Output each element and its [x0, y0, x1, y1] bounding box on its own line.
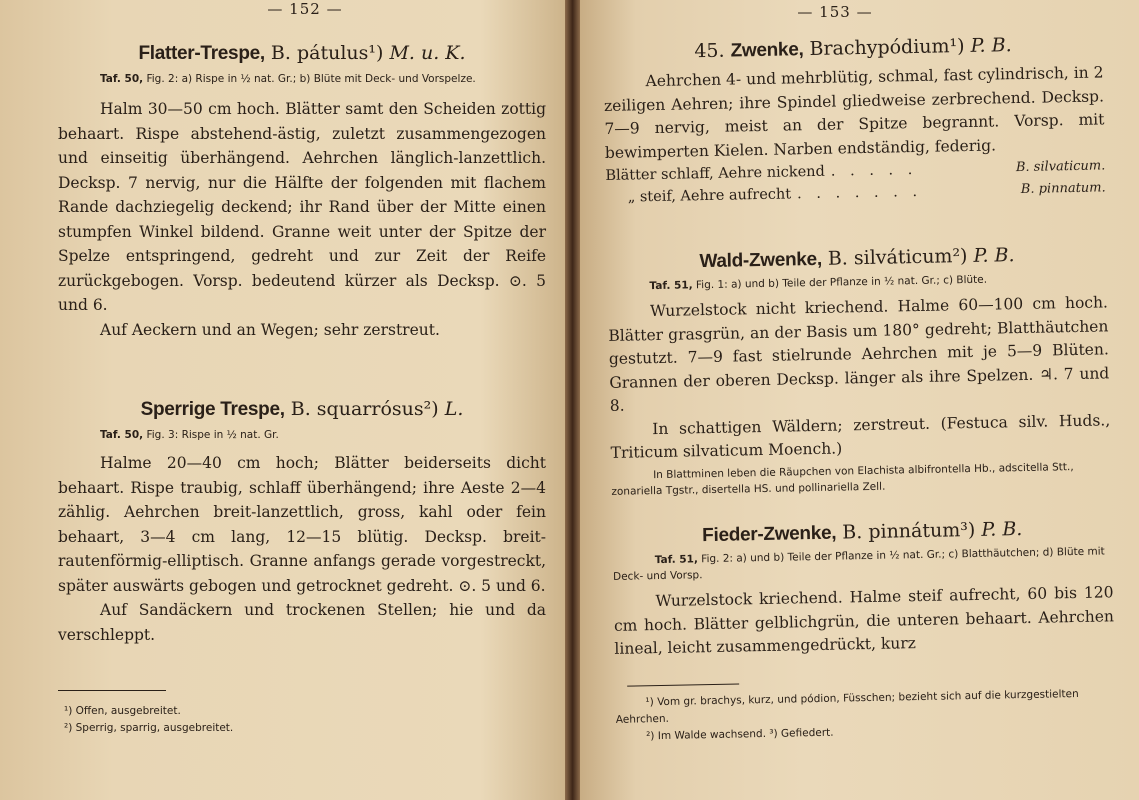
heading-author: P. B.	[970, 34, 1012, 57]
book-gutter	[565, 0, 580, 800]
heading-latin: Brachypódium¹)	[803, 34, 971, 61]
heading-bold: Fieder-Zwenke,	[701, 522, 837, 547]
heading-bold: Wald-Zwenke,	[699, 248, 823, 273]
heading-bold: Zwenke,	[730, 39, 804, 62]
footnote: ¹) Vom gr. brachys, kurz, und pódion, Füsschen; bezieht sich auf die kurzgestielten Aehrchen.	[615, 687, 1079, 726]
key-text: Blätter schlaff, Aehre nickend	[605, 163, 825, 184]
heading-latin: B. pinnátum³)	[836, 518, 982, 544]
species-description	[58, 97, 546, 342]
figure-caption	[613, 543, 1114, 585]
species-description	[608, 291, 1111, 465]
caption-plate: Taf. 50,	[100, 429, 144, 441]
heading-author: P. B.	[973, 244, 1015, 267]
species-heading-flatter-trespe	[58, 42, 546, 65]
footnote: ²) Im Walde wachsend. ³) Gefiedert.	[646, 726, 834, 743]
caption-plate: Taf. 51,	[654, 553, 699, 567]
heading-author: M. u. K.	[389, 42, 466, 64]
key-result: B. pinnatum.	[1020, 180, 1106, 197]
genus-number: 45.	[694, 39, 731, 63]
heading-bold: Sperrige Trespe,	[140, 399, 285, 420]
footnote: ²) Sperrig, sparrig, ausgebreitet.	[64, 722, 234, 734]
figure-caption	[58, 71, 546, 87]
key-leader: . . . . .	[830, 161, 918, 180]
caption-text: Fig. 1: a) und b) Teile der Pflanze in ½ nat. Gr.; c) Blüte.	[692, 273, 988, 292]
left-page	[0, 0, 565, 800]
key-result: B. silvaticum.	[1015, 158, 1106, 176]
paragraph: Halm 30—50 cm hoch. Blätter samt den Scheiden zottig behaart. Rispe abstehend-ästig, zuletzt zusammengezogen und einseitig überhängend. Aehrchen länglich-lanzettlich. Decksp. 7 nervig, nur die Hälfte der folgenden mit flachem Rande dachziegelig deckend; ihr Rand über der Mitte einen stumpfen Winkel bildend. Granne weit unter der Spitze der Spelze entspringend, gedreht und zur Zeit der Reife zurückgebogen. Vorsp. bedeutend kürzer als Decksp. ⊙. 5 und 6.	[58, 100, 546, 314]
caption-plate: Taf. 50,	[100, 73, 144, 85]
paragraph: Auf Sandäckern und trockenen Stellen; hie und da verschleppt.	[58, 601, 546, 644]
paragraph: Aehrchen 4- und mehrblütig, schmal, fast cylindrisch, in 2 zeiligen Aehren; ihre Spindel gliedweise zerbrechend. Decksp. 7—9 nervig, meist an der Spitze begrannt. Vorsp. mit bewimperten Kielen. Narben endständig, federig.	[603, 63, 1105, 162]
page-number-right: — 153 —	[797, 3, 873, 21]
footnote-rule	[627, 683, 739, 686]
key-leader: . . . . . . .	[796, 183, 923, 203]
species-key	[605, 155, 1106, 209]
heading-author: L.	[444, 398, 464, 420]
paragraph: Wurzelstock nicht kriechend. Halme 60—100 cm hoch. Blätter grasgrün, an der Basis um 180° gedreht; Blatthäutchen gestutzt. 7—9 fast stielrunde Aehrchen mit je 5—9 Blüten. Grannen der oberen Decksp. länger als ihre Spelzen. ♃. 7 und 8.	[608, 293, 1110, 415]
caption-text: Fig. 2: a) und b) Teile der Pflanze in ½ nat. Gr.; c) Blatthäutchen; d) Blüte mit Deck- und Vorsp.	[612, 545, 1105, 583]
heading-author: P. B.	[981, 518, 1023, 541]
right-page	[580, 0, 1139, 800]
heading-latin: B. pátulus¹)	[264, 42, 390, 64]
paragraph: Wurzelstock kriechend. Halme steif aufrecht, 60 bis 120 cm hoch. Blätter gelblichgrün, die unteren behaart. Aehrchen lineal, leicht zusammengedrückt, kurz	[613, 583, 1115, 658]
figure-caption	[58, 427, 546, 443]
caption-text: Fig. 2: a) Rispe in ½ nat. Gr.; b) Blüte mit Deck- und Vorspelze.	[143, 73, 476, 85]
page-number-left: — 152 —	[267, 0, 343, 18]
caption-plate: Taf. 51,	[649, 279, 693, 293]
footnote: ¹) Offen, ausgebreitet.	[64, 705, 181, 717]
genus-heading-zwenke	[603, 32, 1103, 65]
species-heading-sperrige-trespe	[58, 398, 546, 421]
heading-bold: Flatter-Trespe,	[138, 43, 265, 64]
species-description	[613, 581, 1114, 661]
paragraph: In schattigen Wäldern; zerstreut. (Festuca silv. Huds., Triticum silvaticum Moench.)	[610, 410, 1111, 462]
footnote-rule	[58, 690, 166, 691]
paragraph: Halme 20—40 cm hoch; Blätter beiderseits dicht behaart. Rispe traubig, schlaff überhängend; ihre Aeste 2—4 zählig. Aehrchen breit-lanzettlich, gross, kahl oder fein behaart, 3—4 cm lang, 12—15 blütig. Decksp. breit-rautenförmig-elliptisch. Granne anfangs gerade vorgestreckt, später auswärts gebogen und getrocknet gedreht. ⊙. 5 und 6.	[58, 454, 546, 595]
biology-note: In Blattminen leben die Räupchen von Elachista albifrontella Hb., adscitella Stt., zonariella Tgstr., disertella HS. und pollinariella Zell.	[611, 460, 1074, 498]
key-text: „ steif, Aehre aufrecht	[627, 186, 792, 206]
genus-description	[603, 61, 1105, 165]
caption-text: Fig. 3: Rispe in ½ nat. Gr.	[143, 429, 279, 441]
species-description	[58, 451, 546, 647]
heading-latin: B. silváticum²)	[821, 244, 974, 270]
paragraph: Auf Aeckern und an Wegen; sehr zerstreut.	[100, 320, 440, 339]
heading-latin: B. squarrósus²)	[284, 398, 445, 420]
